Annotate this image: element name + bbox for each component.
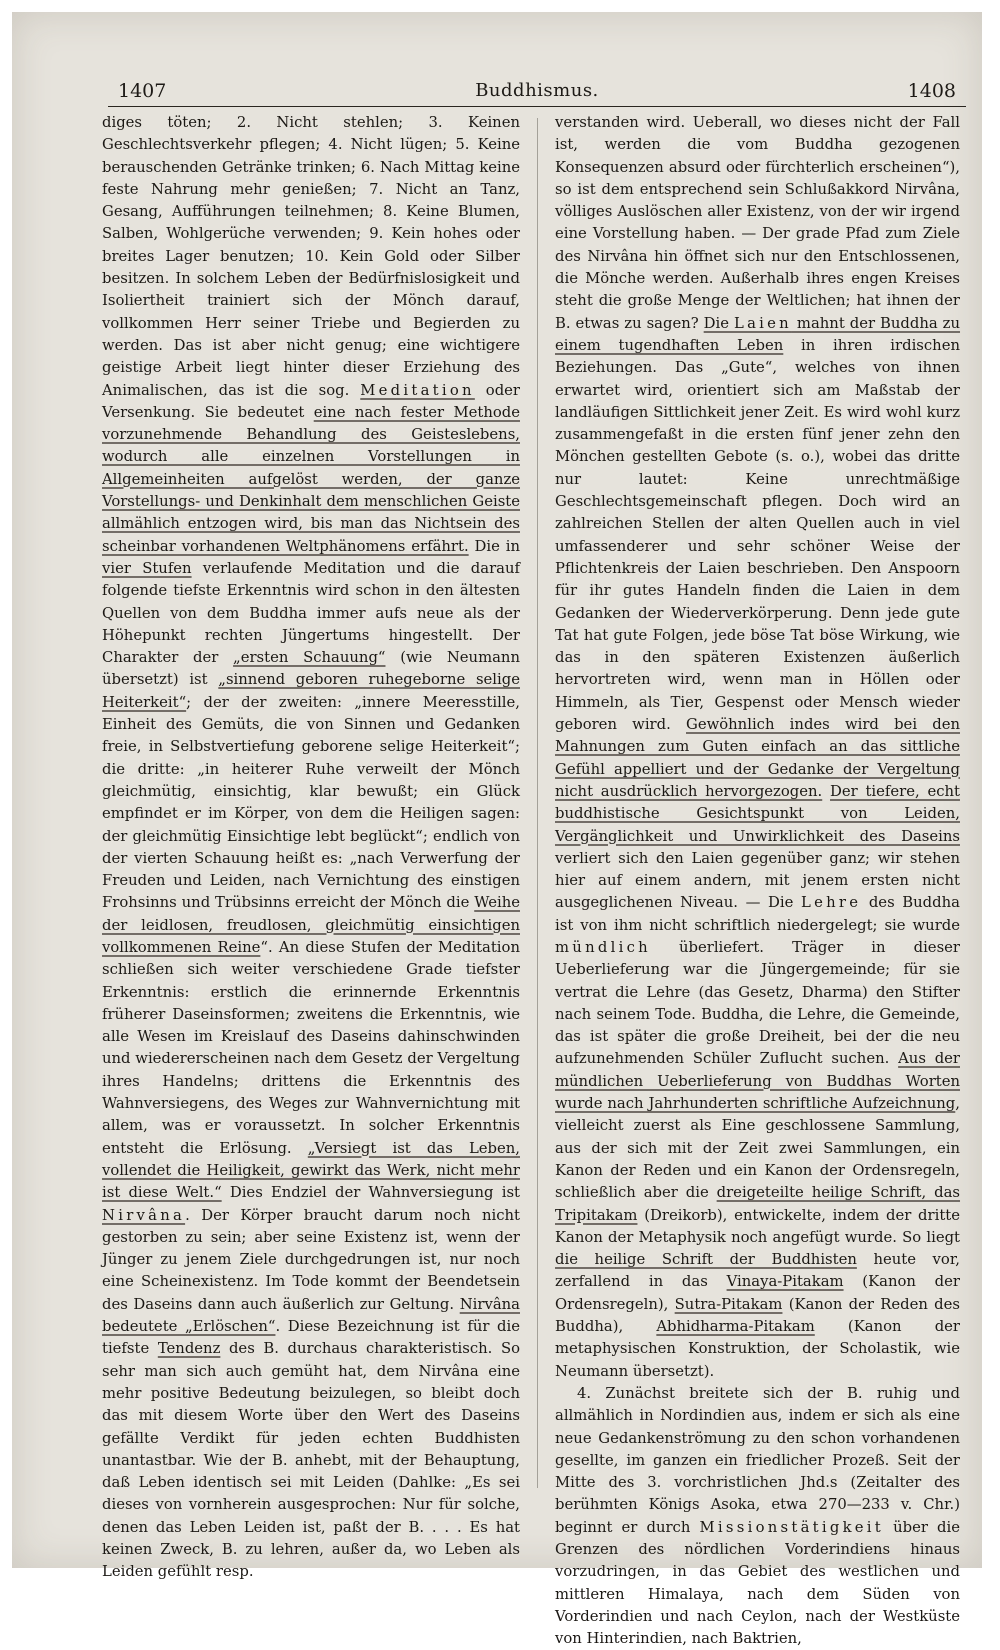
underlined-passage: „sinnend geboren ruhegeborne selige Heiterkeit“ <box>102 671 520 711</box>
text-run: (Kanon der Reden des Buddha), <box>555 1295 961 1336</box>
spaced-term-laien: Laien <box>734 314 792 332</box>
text-run: 4. Zunächst breitete sich der B. ruhig und allmählich in Nordindien aus, indem er sich als eine neue Gedankenströmung zu den schon vorhandenen gesellte, im ganzen ein friedlicher Prozeß. Seit der Mitte des 3. vorchristlichen Jhd.s (Zeitalter des berühmten Königs Asoka, etwa 270—233 v. Chr.) beginnt er durch <box>555 1384 960 1536</box>
text-run: verstanden wird. Ueberall, wo dieses nicht der Fall ist, werden die vom Buddha gezogenen Konsequenzen absurd oder fürchterlich erscheinen“), so ist dem entsprechend sein Schlußakkord Nirvâna, völliges Auslöschen aller Existenz, von der wir irgend eine Vorstellung haben. — Der grade Pfad zum Ziele des Nirvâna hin öffnet sich nur den Entschlossenen, die Mönche werden. Außerhalb ihres engen Kreises steht die große Menge der Weltlichen; hat ihnen der B. etwas zu sagen? <box>555 114 960 332</box>
text-run: des Buddha ist von ihm nicht schriftlich niedergelegt; sie wurde <box>555 894 960 934</box>
underlined-passage: mahnt der Buddha zu einem tugendhaften Leben <box>555 314 961 354</box>
spaced-term-lehre: Lehre <box>800 894 862 912</box>
text-run: ; der der zweiten: „innere Meeresstille, Einheit des Gemüts, die von Sinnen und Gedanken freie, in Selbstvertiefung geborene selige Heiterkeit“; die dritte: „in heiterer Ruhe verweilt der Mönch gleichmütig, einsichtig, klar bewußt; ein Glück empfindet er im Körper, von dem die Heiligen sagen: der gleichmütig Einsichtige lebt beglückt“; endlich von der vierten Schauung heißt es: „nach Verwerfung der Freuden und Leiden, nach Vernichtung des einstigen Frohsinns und Trübsinns erreicht der Mönch die <box>102 693 520 912</box>
underlined-passage: eine nach fester Methode vorzunehmende Behandlung des Geisteslebens, wodurch alle einzelnen Vorstellungen in Allgemeinheiten aufgelöst werden, der ganze Vorstellungs- und Denkinhalt dem menschlichen Geiste allmählich entzogen wird, bis man das Nichtsein des scheinbar vorhandenen Weltphänomens erfährt. <box>102 403 520 555</box>
paragraph <box>555 1383 960 1650</box>
text-run: heute vor, zerfallend in das <box>555 1251 960 1291</box>
paragraph <box>102 112 520 1584</box>
paragraph <box>555 112 960 1383</box>
page-number-right: 1408 <box>907 80 956 102</box>
text-run: . Der Körper braucht darum noch nicht gestorben zu sein; aber seine Existenz ist, wenn der Jünger zu jenem Ziele durchgedrungen ist, nur noch eine Scheinexistenz. Im Tode kommt der Beendetsein des Daseins dann auch äußerlich zur Geltung. <box>102 1206 520 1313</box>
underlined-passage: Der tiefere, echt buddhistische Gesichtspunkt von Leiden, Vergänglichkeit und Unwirklichkeit des Daseins <box>555 782 960 845</box>
underlined-passage: „Versiegt ist das Leben, vollendet die Heiligkeit, gewirkt das Werk, nicht mehr ist diese Welt.“ <box>102 1139 520 1202</box>
text-run: des B. durchaus charakteristisch. So sehr man sich auch gemüht hat, dem Nirvâna eine mehr positive Bedeutung beizulegen, so bleibt doch das mit diesem Worte über den Wert des Daseins gefällte Verdikt für jeden echten Buddhisten unantastbar. Wie der B. anhebt, mit der Behauptung, daß Leben identisch sei mit Leiden (Dahlke: „Es sei dieses von vornherein ausgesprochen: Nur für solche, denen das Leben Leiden ist, paßt der B. . . . Es hat keinen Zweck, B. zu lehren, außer da, wo Leben als Leiden gefühlt resp. <box>102 1340 520 1581</box>
text-run: oder Versenkung. Sie bedeutet <box>102 381 520 421</box>
text-run: (Kanon der Ordensregeln), <box>555 1273 960 1313</box>
underlined-passage: Tendenz <box>157 1340 221 1358</box>
underlined-passage: Weihe der leidlosen, freudlosen, gleichmütig einsichtigen vollkommenen Reine <box>102 894 520 956</box>
text-run: Die in <box>468 537 520 555</box>
text-run: (Dreikorb), entwickelte, indem der dritte Kanon der Metaphysik noch angefügt wurde. So liegt <box>555 1206 960 1246</box>
underlined-passage: Sutra-Pitakam <box>674 1295 783 1313</box>
spaced-term-nirvana: Nirvâna <box>102 1206 186 1224</box>
underlined-passage: Nirvâna bedeutete „Erlöschen“ <box>102 1295 520 1336</box>
underlined-passage: Abhidharma-Pitakam <box>656 1318 815 1336</box>
left-column <box>102 112 520 1584</box>
spaced-term-muendlich: mündlich <box>555 938 651 956</box>
underlined-passage: vier Stufen <box>102 559 192 577</box>
text-run: Dies Endziel der Wahnversiegung ist <box>221 1184 520 1202</box>
text-run: diges töten; 2. Nicht stehlen; 3. Keinen Geschlechtsverkehr pflegen; 4. Nicht lügen; 5. Keine berauschenden Getränke trinken; 6. Nach Mittag keine feste Nahrung mehr genießen; 7. Nicht an Tanz, Gesang, Aufführungen teilnehmen; 8. Keine Blumen, Salben, Wohlgerüche verwenden; 9. Kein hohes oder breites Lager benutzen; 10. Kein Gold oder Silber besitzen. In solchem Leben der Bedürfnislosigkeit und Isoliertheit trainiert sich der Mönch darauf, vollkommen Herr seiner Triebe und Begierden zu werden. Das ist aber nicht genug; eine wichtigere geistige Arbeit liegt hinter dieser Erziehung des Animalischen, das ist die sog. <box>102 114 520 399</box>
spaced-term-missionstaetigkeit: Missionstätigkeit <box>699 1518 884 1536</box>
underlined-passage: „ersten Schauung“ <box>233 649 386 667</box>
text-run: verlaufende Meditation und die darauf folgende tiefste Erkenntnis wird schon in den ältesten Quellen von dem Buddha immer aufs neue als der Höhepunkt rechten Jüngertums hingestellt. Der Charakter der <box>102 559 520 667</box>
text-run <box>822 783 830 800</box>
text-run: überliefert. Träger in dieser Ueberlieferung war die Jüngergemeinde; für sie vertrat die Lehre (das Gesetz, Dharma) den Stifter nach seinem Tode. Buddha, die Lehre, die Gemeinde, das ist später die große Dreiheit, bei der die neu aufzunehmenden Schüler Zuflucht suchen. <box>555 938 960 1068</box>
underlined-passage: Aus der mündlichen Ueberlieferung von Buddhas Worten wurde nach Jahrhunderten schriftliche Aufzeichnung <box>555 1050 960 1113</box>
text-run: “. An diese Stufen der Meditation schließen sich weiter verschiedene Grade tiefster Erkenntnis: erstlich die erinnernde Erkenntnis früherer Daseinsformen; zweitens die Erkenntnis, wie alle Wesen im Kreislauf des Daseins dahinschwinden und wiedererscheinen nach dem Gesetz der Vergeltung ihres Handelns; drittens die Erkenntnis des Wahnversiegens, des Weges zur Wahnvernichtung mit allem, was er voraussetzt. In solcher Erkenntnis entsteht die Erlösung. <box>102 938 520 1157</box>
text-run: (wie Neumann übersetzt) ist <box>102 649 520 689</box>
underlined-passage: Die <box>703 314 734 332</box>
running-header <box>108 76 966 107</box>
running-title: Buddhismus. <box>475 80 599 101</box>
text-run: in ihren irdischen Beziehungen. Das „Gute“, welches von ihnen erwartet wird, orientiert sich am Maßstab der landläufigen Sittlichkeit jener Zeit. Es wird wohl kurz zusammengefaßt in die ersten fünf jener zehn den Mönchen gestellten Gebote (s. o.), wobei das dritte nur lautet: Keine unrechtmäßige Geschlechtsgemeinschaft pflegen. Doch wird an zahlreichen Stellen der alten Quellen auch in viel umfassenderer und sehr schöner Weise der Pflichtenkreis der Laien beschrieben. Den Anspoorn für ihr gutes Handeln finden die Laien in dem Gedanken der Wiederverkörperung. Denn jede gute Tat hat gute Folgen, jede böse Tat böse Wirkung, wie das in den späteren Existenzen äußerlich hervortreten wird, wenn man in Höllen oder Himmeln, als Tier, Gespenst oder Mensch wieder geboren wird. <box>555 336 960 734</box>
underlined-passage: dreigeteilte heilige Schrift, das Tripitakam <box>555 1184 961 1224</box>
text-run: über die Grenzen des nördlichen Vorderindiens hinaus vorzudringen, in das Gebiet des westlichen und mittleren Himalaya, nach dem Süden von Vorderindien und nach Ceylon, nach der Westküste von Hinterindien, nach Baktrien, <box>555 1518 961 1648</box>
underlined-passage: Vinaya-Pitakam <box>726 1273 844 1291</box>
column-rule <box>537 118 538 1488</box>
text-run: verliert sich den Laien gegenüber ganz; wir stehen hier auf einem andern, mit jenem ersten nicht ausgeglichenen Niveau. — Die <box>555 849 960 912</box>
right-column <box>555 112 960 1650</box>
text-run: (Kanon der metaphysischen Konstruktion, der Scholastik, wie Neumann übersetzt). <box>555 1318 960 1380</box>
underlined-passage: die heilige Schrift der Buddhisten <box>555 1251 857 1269</box>
text-run: , vielleicht zuerst als Eine geschlossene Sammlung, aus der sich mit der Zeit zwei Sammlungen, ein Kanon der Reden und ein Kanon der Ordensregeln, schließlich aber die <box>555 1095 960 1202</box>
page-number-left: 1407 <box>118 80 167 102</box>
spaced-term-meditation: Meditation <box>360 381 475 399</box>
text-run: . Diese Bezeichnung ist für die tiefste <box>102 1318 521 1358</box>
underlined-passage: Gewöhnlich indes wird bei den Mahnungen zum Guten einfach an das sittliche Gefühl appelliert und der Gedanke der Vergeltung nicht ausdrücklich hervorgezogen. <box>555 716 960 800</box>
